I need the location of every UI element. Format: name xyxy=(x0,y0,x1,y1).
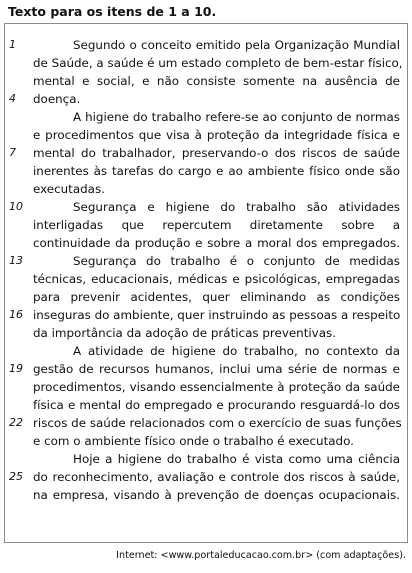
text-line: mental do trabalhador, preservando-o dos riscos de saúde xyxy=(33,146,400,160)
text-line: Segundo o conceito emitido pela Organização Mundial xyxy=(73,38,400,52)
text-line: procedimentos, visando essencialmente à proteção da saúde xyxy=(33,380,400,394)
text-line: Hoje a higiene do trabalho é vista como uma ciência xyxy=(73,452,400,466)
line-number: 25 xyxy=(9,470,23,483)
line-number: 13 xyxy=(9,254,23,267)
text-line: do reconhecimento, avaliação e controle dos riscos à saúde, xyxy=(33,470,400,484)
text-line: para prevenir acidentes, quer eliminando as condições xyxy=(33,290,400,304)
text-line: A atividade de higiene do trabalho, no contexto da xyxy=(73,344,400,358)
line-number: 19 xyxy=(9,362,23,375)
line-number: 16 xyxy=(9,308,23,321)
line-number: 22 xyxy=(9,416,23,429)
text-line: mental e social, e não consiste somente na ausência de xyxy=(33,74,400,88)
text-line: técnicas, educacionais, médicas e psicológicas, empregadas xyxy=(33,272,400,286)
text-line: na empresa, visando à prevenção de doenças ocupacionais. xyxy=(33,488,400,502)
text-line: gestão de recursos humanos, inclui uma série de normas e xyxy=(33,362,400,376)
text-line: e com o ambiente físico onde o trabalho é executado. xyxy=(33,434,354,448)
text-line: inseguras do ambiente, quer instruindo as pessoas a respeito xyxy=(33,308,401,322)
heading: Texto para os itens de 1 a 10. xyxy=(8,4,217,19)
line-number: 1 xyxy=(9,38,16,51)
text-line: A higiene do trabalho refere-se ao conjunto de normas xyxy=(73,110,400,124)
line-number: 10 xyxy=(9,200,23,213)
line-number: 4 xyxy=(9,92,16,105)
text-line: física e mental do empregado e procurando resguardá-lo dos xyxy=(33,398,400,412)
text-line: Segurança do trabalho é o conjunto de medidas xyxy=(73,254,400,268)
text-line: doença. xyxy=(33,92,81,106)
text-line: de Saúde, a saúde é um estado completo de bem-estar físico, xyxy=(33,56,403,70)
text-line: inerentes às tarefas do cargo e ao ambiente físico onde são xyxy=(33,164,400,178)
text-line: Segurança e higiene do trabalho são atividades xyxy=(73,200,400,214)
text-line: da importância da adoção de práticas preventivas. xyxy=(33,326,336,340)
text-line: continuidade da produção e sobre a moral dos empregados. xyxy=(33,236,400,250)
text-line: e procedimentos que visa à proteção da integridade física e xyxy=(33,128,400,142)
text-line: interligadas que repercutem diretamente sobre a xyxy=(33,218,400,232)
text-line: executadas. xyxy=(33,182,105,196)
text-line: riscos de saúde relacionados com o exercício de suas funções xyxy=(33,416,402,430)
source-citation: Internet: <www.portaleducacao.com.br> (com adaptações). xyxy=(116,550,406,561)
line-number: 7 xyxy=(9,146,16,159)
